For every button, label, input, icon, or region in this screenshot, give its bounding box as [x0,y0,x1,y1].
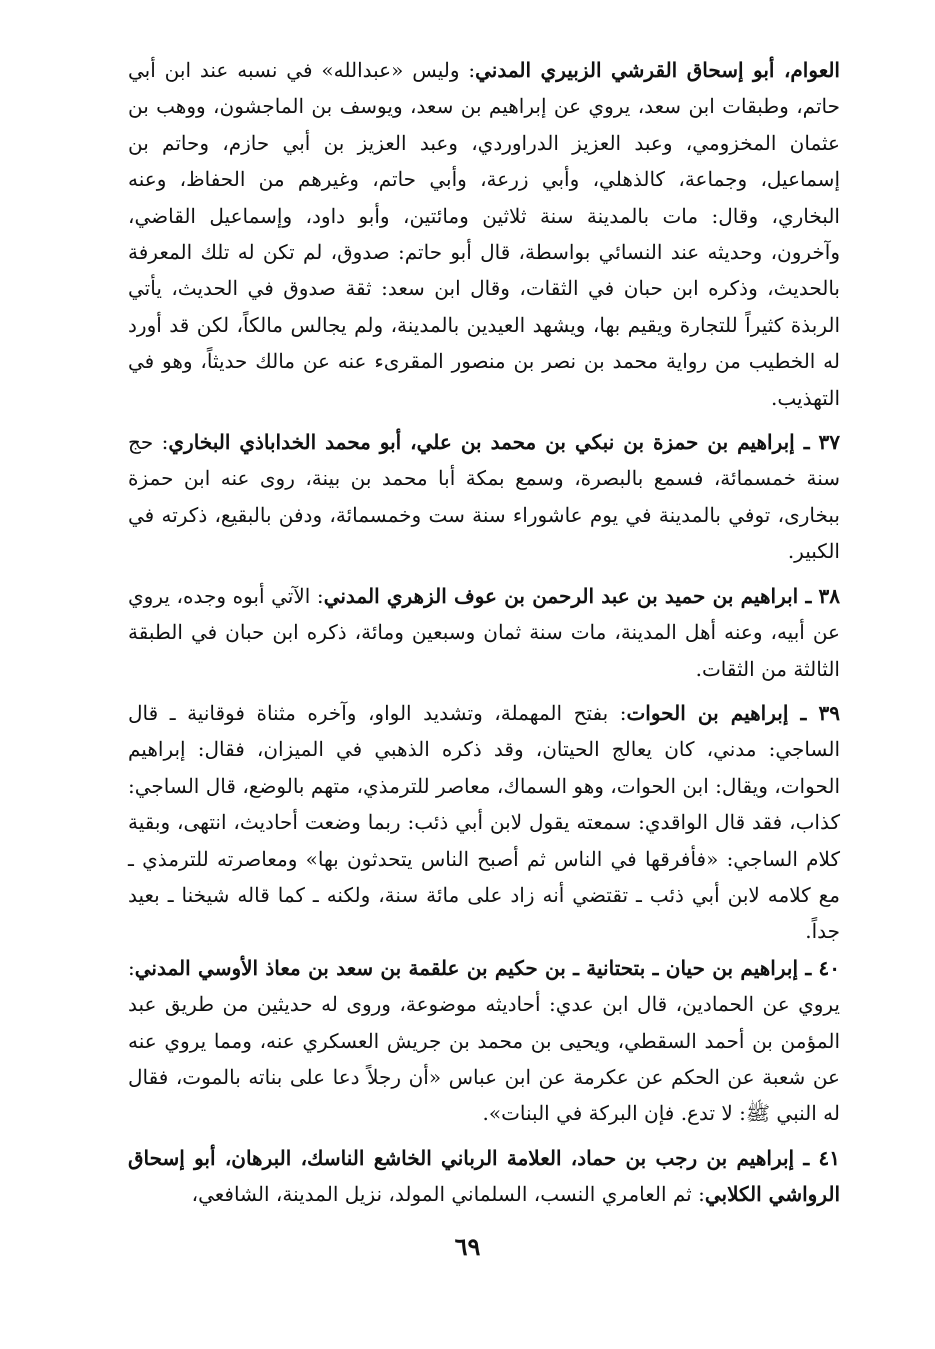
entry-text: : حج سنة خمسمائة، فسمع بالبصرة، وسمع بمكة أبا محمد بن بينة، روى عنه ابن حمزة ببخارى، توفي بالمدينة في يوم عاشوراء سنة ست وخمسمائة، ودفن بالبقيع، ذكرته في الكبير. [128,430,841,564]
entry-number: ٣٧ ـ [794,430,840,455]
paragraph-entry-40 [128,950,840,1132]
paragraph-entry-41 [128,1140,840,1213]
entry-number: ٣٨ ـ [798,583,841,608]
entry-heading: العوام، أبو إسحاق القرشي الزبيري المدني [475,58,840,82]
page-body [128,52,840,1213]
entry-text: : وليس «عبدالله» في نسبه عند ابن أبي حاتم، وطبقات ابن سعد، يروي عن إبراهيم بن سعد، ويوسف بن الماجشون، ووهب بن عثمان المخزومي، وعبد العزيز الدراوردي، وعبد العزيز بن أبي حازم، وحاتم بن إسماعيل، وجماعة، كالذهلي، وأبي زرعة، وأبي حاتم، وغيرهم من الحفاظ، وعنه البخاري، وقال: مات بالمدينة سنة ثلاثين ومائتين، وأبو داود، وإسماعيل القاضي، وآخرون، وحديثه عند النسائي بواسطة، قال أبو حاتم: صدوق، لم تكن له تلك المعرفة بالحديث، وذكره ابن حبان في الثقات، وقال ابن سعد: ثقة صدوق في الحديث، يأتي الربذة كثيراً للتجارة ويقيم بها، ويشهد العيدين بالمدينة، ولم يجالس مالكاً، لكن قد أورد له الخطيب من رواية محمد بن نصر بن منصور المقرىء عنه عن مالك حديثاً، وهو في التهذيب. [128,58,841,410]
entry-heading: إبراهيم بن حيان ـ بتحتانية ـ بن حكيم بن علقمة بن سعد بن معاذ الأوسي المدني [134,955,798,980]
entry-heading: ابراهيم بن حميد بن عبد الرحمن بن عوف الزهري المدني [323,583,799,608]
paragraph-entry-38 [128,578,840,687]
paragraph-entry-37 [128,424,840,570]
entry-text: : ثم العامري النسب، السلماني المولد، نزيل المدينة، الشافعي، [191,1182,705,1207]
entry-number: ٤١ ـ [794,1145,840,1170]
paragraph-entry-36-continued [128,52,840,416]
entry-number: ٣٩ ـ [788,700,840,725]
entry-heading: إبراهيم بن رجب بن حماد، العلامة الرباني الخاشع الناسك، البرهان، أبو إسحاق الرواشي الكلابي [128,1145,840,1207]
entry-text: : يروي عن الحمادين، قال ابن عدي: أحاديثه موضوعة، وروى له حديثين من طريق عبد المؤمن بن أحمد السقطي، ويحيى بن محمد بن جريش العسكري عنه، ومما يروي عنه عن شعبة عن الحكم عن عكرمة عن ابن عباس «أن رجلاً دعا على بناته بالموت، فقال له النبي ﷺ: لا تدع. فإن البركة في البنات». [128,955,840,1126]
entry-text: : الآتي أبوه وجده، يروي عن أبيه، وعنه أهل المدينة، مات سنة ثمان وسبعين ومائة، ذكره ابن حبان في الطبقة الثالثة من الثقات. [128,583,840,681]
page-number: ٦٩ [454,1232,481,1261]
entry-number: ٤٠ ـ [798,955,840,980]
entry-text: : بفتح المهملة، وتشديد الواو، وآخره مثناة فوقانية ـ قال الساجي: مدني، كان يعالج الحيتان، وقد ذكره الذهبي في الميزان، فقال: إبراهيم الحوات، ويقال: ابن الحوات، وهو السماك، معاصر للترمذي، متهم بالوضع، قال الساجي: كذاب، فقد قال الواقدي: سمعته يقول لابن أبي ذئب: ربما وضعت أحاديث، انتهى، وبقية كلام الساجي: «فأفرقها في الناس ثم أصبح الناس يتحدثون بها» ومعاصرته للترمذي ـ مع كلامه لابن أبي ذئب ـ تقتضي أنه زاد على مائة سنة، ولكنه ـ كما قاله شيخنا ـ بعيد جداً. [128,700,840,944]
paragraph-entry-39 [128,695,840,950]
entry-heading: إبراهيم بن حمزة بن نبكي بن محمد بن علي، أبو محمد الخداباذي البخاري [168,430,795,455]
entry-heading: إبراهيم بن الحوات [626,700,789,725]
